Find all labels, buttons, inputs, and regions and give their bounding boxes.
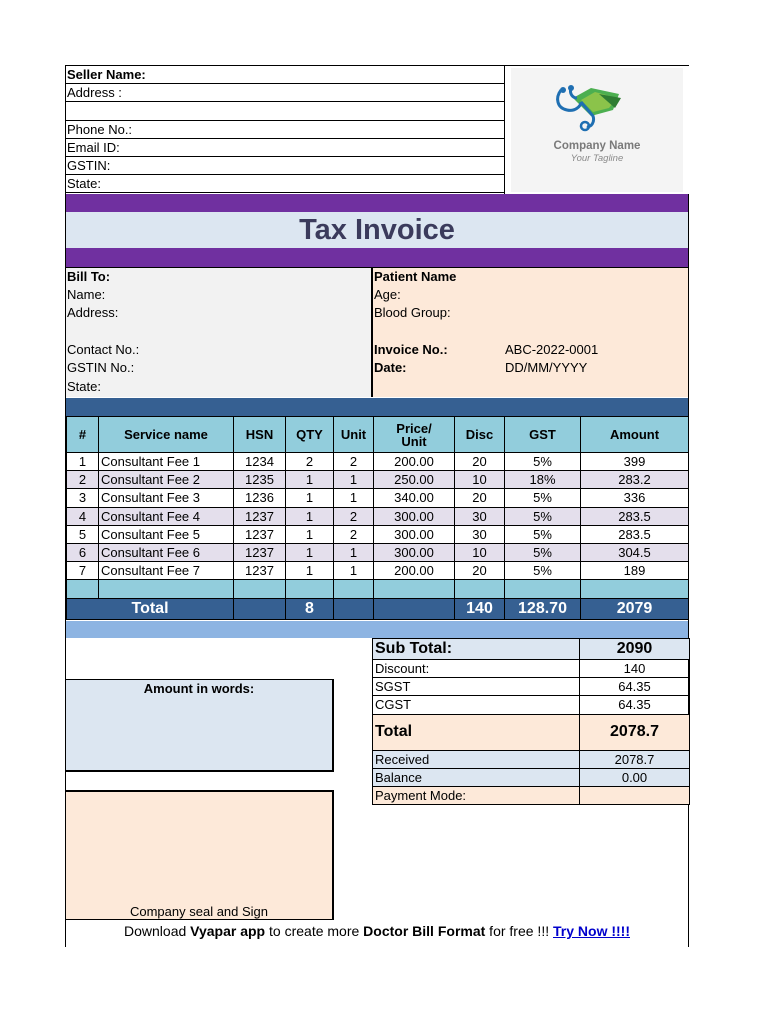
payment-mode-value bbox=[580, 786, 690, 804]
cell-service: Consultant Fee 4 bbox=[99, 507, 234, 525]
footer-text: to create more bbox=[265, 923, 364, 939]
cell-disc: 20 bbox=[455, 489, 505, 507]
summary-row-total bbox=[373, 714, 690, 750]
seller-gstin-row: GSTIN: bbox=[66, 157, 504, 175]
invoice-sheet bbox=[65, 65, 689, 947]
seal-sign-box bbox=[66, 790, 334, 920]
col-header-hsn: HSN bbox=[234, 417, 286, 453]
items-total-gst: 128.70 bbox=[505, 599, 581, 620]
cell-hsn: 1235 bbox=[234, 471, 286, 489]
footer-text: Download bbox=[124, 923, 191, 939]
cell-amount: 189 bbox=[581, 562, 689, 580]
bill-to-state: State: bbox=[67, 379, 101, 394]
subtotal-label: Sub Total: bbox=[373, 639, 580, 660]
footer-format-name: Doctor Bill Format bbox=[363, 923, 486, 939]
cell-unit: 2 bbox=[334, 507, 374, 525]
bill-to-name: Name: bbox=[67, 287, 106, 302]
summary-row-balance bbox=[373, 768, 690, 786]
divider-bar bbox=[66, 398, 688, 416]
footer-promo bbox=[66, 923, 688, 939]
cell-qty: 1 bbox=[286, 543, 334, 561]
cell-qty: 1 bbox=[286, 562, 334, 580]
seller-state-row: State: bbox=[66, 175, 504, 193]
bill-to-address: Address: bbox=[67, 305, 119, 320]
cell-qty: 1 bbox=[286, 525, 334, 543]
cell-price: 200.00 bbox=[374, 453, 455, 471]
payment-mode-label: Payment Mode: bbox=[373, 786, 580, 804]
cell-disc: 20 bbox=[455, 453, 505, 471]
cell-service: Consultant Fee 1 bbox=[99, 453, 234, 471]
items-total-row bbox=[67, 599, 689, 620]
cell-qty: 1 bbox=[286, 471, 334, 489]
bill-to-gstin: GSTIN No.: bbox=[67, 360, 135, 375]
cell-hsn: 1237 bbox=[234, 525, 286, 543]
divider-bar bbox=[66, 194, 688, 212]
col-header-number: # bbox=[67, 417, 99, 453]
cell-number: 2 bbox=[67, 471, 99, 489]
cell-hsn: 1237 bbox=[234, 507, 286, 525]
invoice-number-label: Invoice No.: bbox=[374, 342, 448, 357]
logo-company-name: Company Name bbox=[553, 140, 641, 152]
grand-total-value: 2078.7 bbox=[580, 714, 690, 750]
logo-tagline: Your Tagline bbox=[570, 153, 624, 164]
cell-hsn: 1237 bbox=[234, 562, 286, 580]
cell-qty: 2 bbox=[286, 453, 334, 471]
page-title: Tax Invoice bbox=[66, 212, 688, 248]
cell-price: 300.00 bbox=[374, 525, 455, 543]
amount-in-words-label: Amount in words: bbox=[143, 681, 255, 696]
cell-gst: 5% bbox=[505, 453, 581, 471]
cell-gst: 5% bbox=[505, 489, 581, 507]
seal-sign-label: Company seal and Sign bbox=[129, 904, 269, 919]
cell-price: 200.00 bbox=[374, 562, 455, 580]
discount-label: Discount: bbox=[373, 660, 580, 678]
cgst-value: 64.35 bbox=[580, 696, 690, 714]
cell-service: Consultant Fee 6 bbox=[99, 543, 234, 561]
summary-row-cgst bbox=[373, 696, 690, 714]
summary-row-sgst bbox=[373, 678, 690, 696]
table-row bbox=[67, 525, 689, 543]
sgst-label: SGST bbox=[373, 678, 580, 696]
discount-value: 140 bbox=[580, 660, 690, 678]
items-total-label: Total bbox=[67, 599, 234, 620]
items-total-disc: 140 bbox=[455, 599, 505, 620]
cell-amount: 283.5 bbox=[581, 507, 689, 525]
cell-gst: 5% bbox=[505, 543, 581, 561]
seller-address-row-2 bbox=[66, 102, 504, 120]
grand-total-label: Total bbox=[373, 714, 580, 750]
cell-price: 300.00 bbox=[374, 507, 455, 525]
cell-number: 4 bbox=[67, 507, 99, 525]
col-header-amount: Amount bbox=[581, 417, 689, 453]
cgst-label: CGST bbox=[373, 696, 580, 714]
cell-price: 250.00 bbox=[374, 471, 455, 489]
cell-service: Consultant Fee 2 bbox=[99, 471, 234, 489]
seller-email-row: Email ID: bbox=[66, 139, 504, 157]
cell-disc: 10 bbox=[455, 543, 505, 561]
cell-amount: 399 bbox=[581, 453, 689, 471]
cell-price: 340.00 bbox=[374, 489, 455, 507]
col-header-unit: Unit bbox=[334, 417, 374, 453]
cell-hsn: 1234 bbox=[234, 453, 286, 471]
seller-phone-row: Phone No.: bbox=[66, 121, 504, 139]
table-row bbox=[67, 562, 689, 580]
patient-age: Age: bbox=[374, 287, 401, 302]
items-total-qty: 8 bbox=[286, 599, 334, 620]
stethoscope-logo-icon bbox=[511, 68, 683, 138]
patient-section bbox=[373, 267, 688, 397]
table-row bbox=[67, 489, 689, 507]
seller-details bbox=[66, 66, 504, 193]
table-row bbox=[67, 543, 689, 561]
cell-amount: 336 bbox=[581, 489, 689, 507]
divider-bar bbox=[66, 248, 688, 267]
sgst-value: 64.35 bbox=[580, 678, 690, 696]
footer-app-name: Vyapar app bbox=[190, 923, 266, 939]
summary-table bbox=[372, 638, 690, 805]
invoice-number-value: ABC-2022-0001 bbox=[505, 342, 599, 357]
cell-unit: 1 bbox=[334, 471, 374, 489]
divider-bar bbox=[66, 621, 688, 638]
cell-unit: 1 bbox=[334, 489, 374, 507]
balance-label: Balance bbox=[373, 768, 580, 786]
cell-number: 5 bbox=[67, 525, 99, 543]
cell-gst: 5% bbox=[505, 562, 581, 580]
cell-unit: 1 bbox=[334, 562, 374, 580]
cell-gst: 5% bbox=[505, 507, 581, 525]
summary-row-discount bbox=[373, 660, 690, 678]
col-header-disc: Disc bbox=[455, 417, 505, 453]
cell-disc: 30 bbox=[455, 525, 505, 543]
cell-price: 300.00 bbox=[374, 543, 455, 561]
cell-hsn: 1236 bbox=[234, 489, 286, 507]
table-row bbox=[67, 453, 689, 471]
patient-name-heading: Patient Name bbox=[374, 269, 457, 284]
col-header-gst: GST bbox=[505, 417, 581, 453]
cell-disc: 10 bbox=[455, 471, 505, 489]
cell-disc: 30 bbox=[455, 507, 505, 525]
cell-qty: 1 bbox=[286, 507, 334, 525]
cell-number: 6 bbox=[67, 543, 99, 561]
cell-amount: 283.5 bbox=[581, 525, 689, 543]
col-header-service: Service name bbox=[99, 417, 234, 453]
items-table bbox=[66, 416, 689, 620]
subtotal-value: 2090 bbox=[580, 639, 690, 660]
invoice-date-label: Date: bbox=[374, 360, 407, 375]
cell-unit: 2 bbox=[334, 453, 374, 471]
seller-address-row: Address : bbox=[66, 84, 504, 102]
received-label: Received bbox=[373, 750, 580, 768]
cell-number: 1 bbox=[67, 453, 99, 471]
company-logo bbox=[504, 66, 689, 194]
summary-row-received bbox=[373, 750, 690, 768]
patient-blood-group: Blood Group: bbox=[374, 305, 451, 320]
cell-number: 3 bbox=[67, 489, 99, 507]
cell-number: 7 bbox=[67, 562, 99, 580]
bill-to-heading: Bill To: bbox=[67, 269, 111, 284]
footer-text: for free !!! bbox=[485, 923, 553, 939]
items-total-amount: 2079 bbox=[581, 599, 689, 620]
table-row bbox=[67, 507, 689, 525]
cell-service: Consultant Fee 5 bbox=[99, 525, 234, 543]
cell-amount: 283.2 bbox=[581, 471, 689, 489]
cell-unit: 1 bbox=[334, 543, 374, 561]
cell-qty: 1 bbox=[286, 489, 334, 507]
invoice-date-value: DD/MM/YYYY bbox=[505, 360, 588, 375]
bill-to-contact: Contact No.: bbox=[67, 342, 140, 357]
cell-disc: 20 bbox=[455, 562, 505, 580]
summary-row-payment-mode bbox=[373, 786, 690, 804]
col-header-price-label: Price/ Unit bbox=[396, 420, 432, 449]
cell-gst: 5% bbox=[505, 525, 581, 543]
cell-amount: 304.5 bbox=[581, 543, 689, 561]
balance-value: 0.00 bbox=[580, 768, 690, 786]
table-row bbox=[67, 471, 689, 489]
col-header-price bbox=[374, 417, 455, 453]
col-header-qty: QTY bbox=[286, 417, 334, 453]
amount-in-words-box bbox=[66, 679, 334, 772]
cell-hsn: 1237 bbox=[234, 543, 286, 561]
cell-gst: 18% bbox=[505, 471, 581, 489]
cell-unit: 2 bbox=[334, 525, 374, 543]
cell-service: Consultant Fee 7 bbox=[99, 562, 234, 580]
seller-name-row: Seller Name: bbox=[66, 66, 504, 84]
blank-row bbox=[67, 580, 689, 599]
cell-service: Consultant Fee 3 bbox=[99, 489, 234, 507]
table-header-row bbox=[67, 417, 689, 453]
received-value: 2078.7 bbox=[580, 750, 690, 768]
try-now-link[interactable]: Try Now !!!! bbox=[553, 923, 630, 939]
bill-to-section bbox=[66, 267, 373, 397]
summary-row-subtotal bbox=[373, 639, 690, 660]
